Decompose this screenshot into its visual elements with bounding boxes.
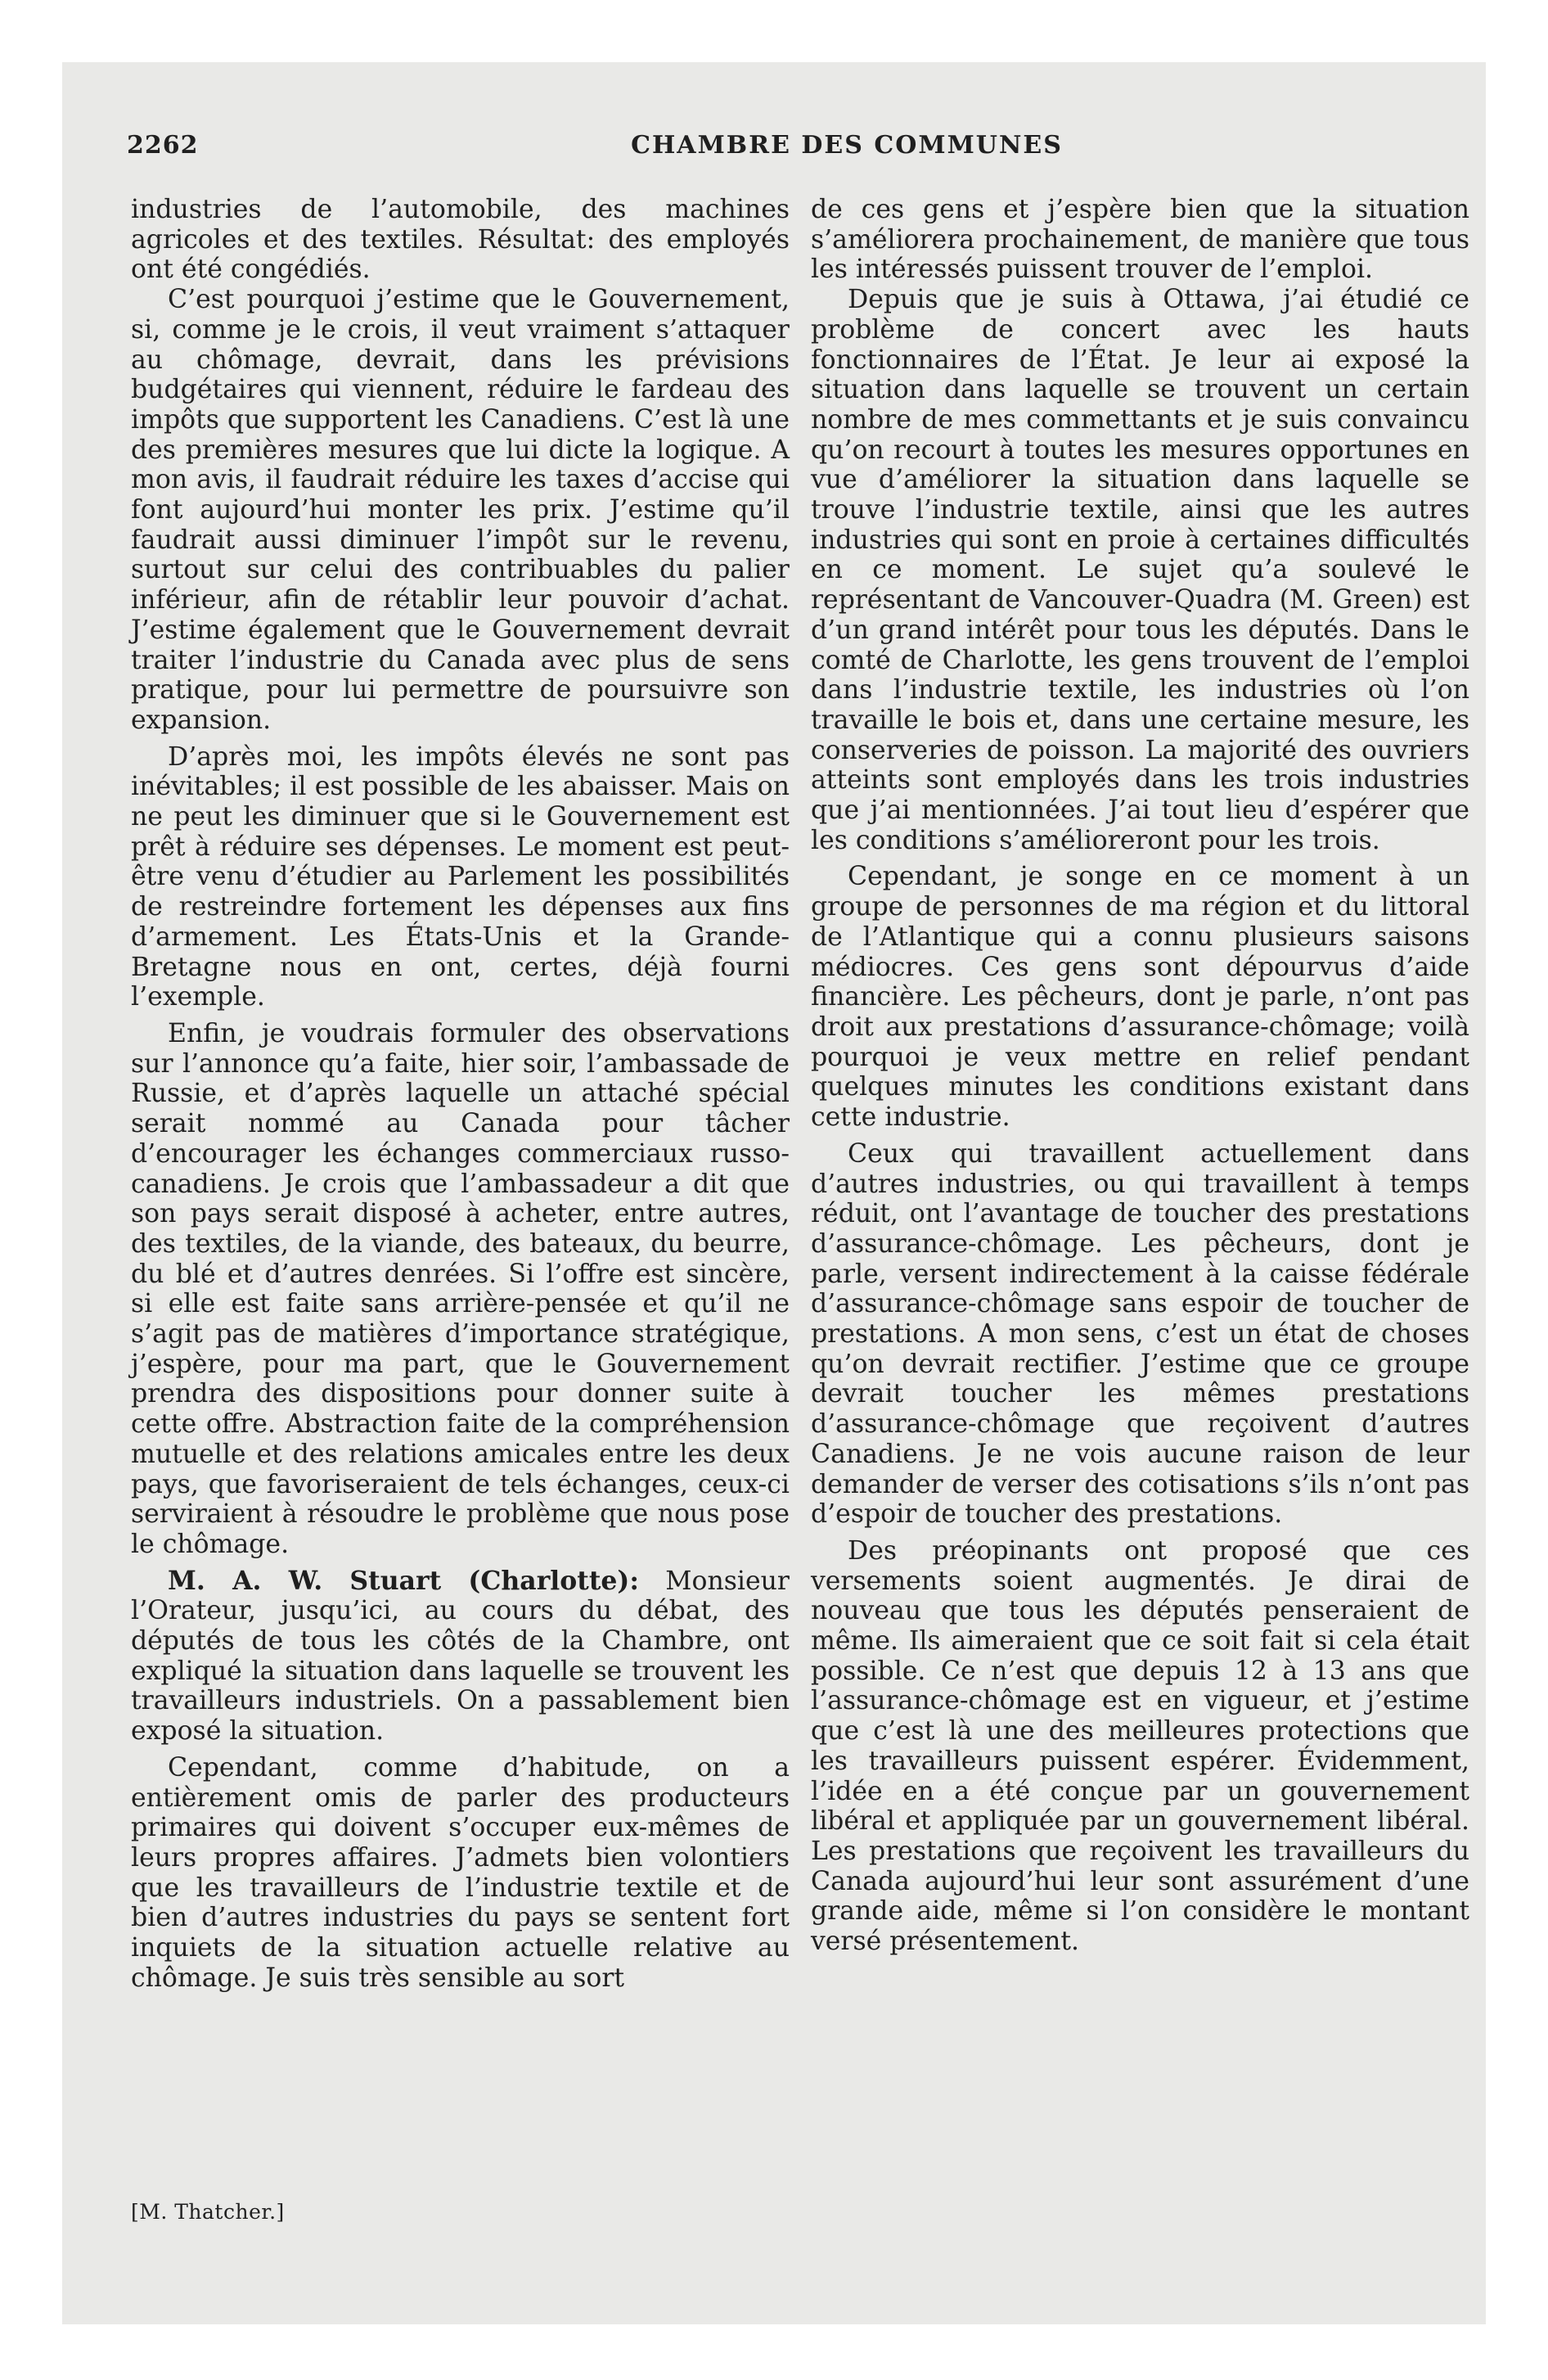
paragraph: D’après moi, les impôts élevés ne sont pas inévitables; il est possible de les abaisser. Mais on ne peut les diminuer que si le Gouvernement est prêt à réduire ses dépenses. Le moment est peut-être venu d’étudier au Parlement les possibilités de restreindre fortement les dépenses aux fins d’armement. Les États-Unis et la Grande-Bretagne nous en ont, certes, déjà fourni l’exemple. (131, 741, 790, 1012)
paragraph: Cependant, comme d’habitude, on a entièrement omis de parler des producteurs primaires qui doivent s’occuper eux-mêmes de leurs propres affaires. J’admets bien volontiers que les travailleurs de l’industrie textile et de bien d’autres industries du pays se sentent fort inquiets de la situation actuelle relative au chômage. Je suis très sensible au sort (131, 1752, 790, 1993)
left-column (131, 195, 790, 1993)
paragraph: Enfin, je voudrais formuler des observations sur l’annonce qu’a faite, hier soir, l’ambassade de Russie, et d’après laquelle un attaché spécial serait nommé au Canada pour tâcher d’encourager les échanges commerciaux russo-canadiens. Je crois que l’ambassadeur a dit que son pays serait disposé à acheter, entre autres, des textiles, de la viande, des bateaux, du beurre, du blé et d’autres denrées. Si l’offre est sincère, si elle est faite sans arrière-pensée et qu’il ne s’agit pas de matières d’importance stratégique, j’espère, pour ma part, que le Gouvernement prendra des dispositions pour donner suite à cette offre. Abstraction faite de la compréhension mutuelle et des relations amicales entre les deux pays, que favoriseraient de tels échanges, ceux-ci serviraient à résoudre le problème que nous pose le chômage. (131, 1018, 790, 1559)
speaker-paragraph (131, 1566, 790, 1747)
paragraph: de ces gens et j’espère bien que la situation s’améliorera prochainement, de manière que tous les intéressés puissent trouver de l’emploi. (811, 195, 1469, 285)
footer-note: [M. Thatcher.] (131, 2200, 285, 2224)
speaker-name: M. A. W. Stuart (Charlotte): (168, 1565, 639, 1596)
paragraph: Cependant, je songe en ce moment à un groupe de personnes de ma région et du littoral de l’Atlantique qui a connu plusieurs saisons médiocres. Ces gens sont dépourvus d’aide financière. Les pêcheurs, dont je parle, n’ont pas droit aux prestations d’assurance-chômage; voilà pourquoi je veux mettre en relief pendant quelques minutes les conditions existant dans cette industrie. (811, 862, 1469, 1133)
speaker-text: Monsieur l’Orateur, jusqu’ici, au cours du débat, des députés de tous les côtés de la Chambre, ont expliqué la situation dans laquelle se trouvent les travailleurs industriels. On a passablement bien exposé la situation. (131, 1566, 790, 1747)
paragraph: C’est pourquoi j’estime que le Gouvernement, si, comme je le crois, il veut vraiment s’attaquer au chômage, devrait, dans les prévisions budgétaires qui viennent, réduire le fardeau des impôts que supportent les Canadiens. C’est là une des premières mesures que lui dicte la logique. A mon avis, il faudrait réduire les taxes d’accise qui font aujourd’hui monter les prix. J’estime qu’il faudrait aussi diminuer l’impôt sur le revenu, surtout sur celui des contribuables du palier inférieur, afin de rétablir leur pouvoir d’achat. J’estime également que le Gouvernement devrait traiter l’industrie du Canada avec plus de sens pratique, pour lui permettre de poursuivre son expansion. (131, 285, 790, 735)
right-column (811, 195, 1469, 1957)
paragraph: Des préopinants ont proposé que ces versements soient augmentés. Je dirai de nouveau que tous les députés penseraient de même. Ils aimeraient que ce soit fait si cela était possible. Ce n’est que depuis 12 à 13 ans que l’assurance-chômage est en vigueur, et j’estime que c’est là une des meilleures protections que les travailleurs puissent espérer. Évidemment, l’idée en a été conçue par un gouvernement libéral et appliquée par un gouvernement libéral. Les prestations que reçoivent les travailleurs du Canada aujourd’hui leur sont assurément d’une grande aide, même si l’on considère le montant versé présentement. (811, 1535, 1469, 1957)
page-number: 2262 (127, 131, 199, 160)
paragraph: Depuis que je suis à Ottawa, j’ai étudié ce problème de concert avec les hauts fonctionnaires de l’État. Je leur ai exposé la situation dans laquelle se trouvent un certain nombre de mes commettants et je suis convaincu qu’on recourt à toutes les mesures opportunes en vue d’améliorer la situation dans laquelle se trouve l’industrie textile, ainsi que les autres industries qui sont en proie à certaines difficultés en ce moment. Le sujet qu’a soulevé le représentant de Vancouver-Quadra (M. Green) est d’un grand intérêt pour tous les députés. Dans le comté de Charlotte, les gens trouvent de l’emploi dans l’industrie textile, les industries où l’on travaille le bois et, dans une certaine mesure, les conserveries de poisson. La majorité des ouvriers atteints sont employés dans les trois industries que j’ai mentionnées. J’ai tout lieu d’espérer que les conditions s’amélioreront pour les trois. (811, 285, 1469, 855)
page-header (127, 131, 1477, 164)
running-head: CHAMBRE DES COMMUNES (631, 131, 1063, 160)
paragraph: Ceux qui travaillent actuellement dans d’autres industries, ou qui travaillent à temps réduit, ont l’avantage de toucher des prestations d’assurance-chômage. Les pêcheurs, dont je parle, versent indirectement à la caisse fédérale d’assurance-chômage sans espoir de toucher de prestations. A mon sens, c’est un état de choses qu’on devrait rectifier. J’estime que ce groupe devrait toucher les mêmes prestations d’assurance-chômage que reçoivent d’autres Canadiens. Je ne vois aucune raison de leur demander de verser des cotisations s’ils n’ont pas d’espoir de toucher des prestations. (811, 1138, 1469, 1530)
paragraph: industries de l’automobile, des machines agricoles et des textiles. Résultat: des employés ont été congédiés. (131, 195, 790, 285)
